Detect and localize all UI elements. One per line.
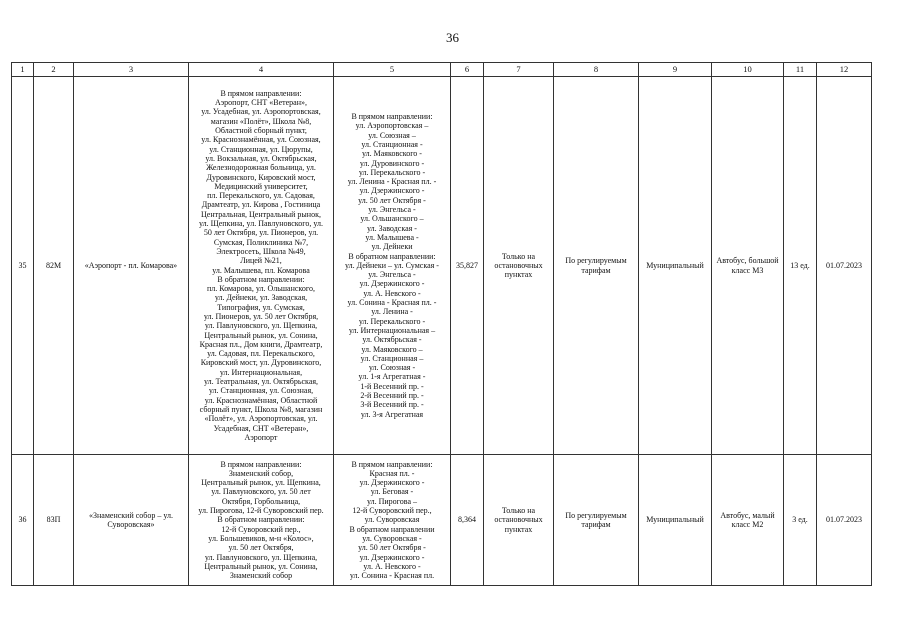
column-header: 4 bbox=[189, 63, 334, 77]
cell-line: Лицей №21, bbox=[240, 256, 282, 266]
cell-line: ул. Дейнеки – ул. Сумская - bbox=[345, 260, 439, 270]
cell-line: ул. Усадебная, ул. Аэропортовская, bbox=[201, 107, 321, 117]
cell-line: ул. Суворовская - bbox=[362, 533, 422, 543]
carrier-type: Муниципальный bbox=[639, 77, 712, 455]
cell-line: ул. 1-я Агрегатная - bbox=[358, 372, 426, 382]
cell-line: 12-й Суворовский пер., bbox=[352, 506, 432, 516]
cell-line: ул. Ленина - Красная пл. - bbox=[347, 177, 437, 187]
cell-line: 50 лет Октября, ул. Пионеров, ул. bbox=[203, 228, 319, 238]
column-header: 8 bbox=[554, 63, 639, 77]
column-header: 2 bbox=[34, 63, 74, 77]
cell-line: ул. Заводская - bbox=[367, 223, 417, 233]
cell-line: ул. Интернациональная – bbox=[348, 325, 436, 335]
cell-line: ул. Павлуновского, ул. Щепкина, bbox=[204, 552, 318, 562]
cell-line: Октября, Горбольница, bbox=[221, 496, 301, 506]
cell-line: ул. Станционная – bbox=[360, 353, 424, 363]
cell-line: Областной сборный пункт, bbox=[215, 126, 307, 136]
column-header: 10 bbox=[712, 63, 784, 77]
cell-line: В обратном направлении: bbox=[348, 251, 436, 261]
vehicle-count: 3 ед. bbox=[784, 455, 817, 586]
cell-line: ул. 50 лет Октября, bbox=[228, 543, 294, 553]
cell-line: ул. Перекальского - bbox=[358, 167, 426, 177]
vehicle-class: Автобус, малый класс М2 bbox=[712, 455, 784, 586]
cell-line: ул. Интернациональная, bbox=[219, 367, 303, 377]
cell-line: ул. Маяковского - bbox=[362, 149, 422, 159]
cell-line: ул. Сонина - Красная пл. bbox=[349, 571, 435, 581]
cell-line: ул. Станционная, ул. Союзная, bbox=[208, 386, 314, 396]
cell-line: ул. Краснознамённая, ул. Союзная, bbox=[201, 135, 321, 145]
cell-line: Кировский мост, ул. Дуровинского, bbox=[200, 358, 322, 368]
column-number-row bbox=[12, 63, 872, 77]
cell-line: В обратном направлении bbox=[349, 524, 435, 534]
route-length: 8,364 bbox=[451, 455, 484, 586]
cell-line: ул. А. Невского - bbox=[363, 288, 421, 298]
cell-line: Аэропорт, СНТ «Ветеран», bbox=[214, 98, 308, 108]
stops-list bbox=[189, 77, 334, 455]
route-name: «Аэропорт - пл. Комарова» bbox=[74, 77, 189, 455]
path-list bbox=[334, 77, 451, 455]
routes-table bbox=[11, 62, 872, 586]
cell-line: В прямом направлении: bbox=[220, 459, 302, 469]
route-length: 35,827 bbox=[451, 77, 484, 455]
cell-line: В прямом направлении: bbox=[220, 88, 302, 98]
cell-line: Центральный рынок, ул. Сонина, bbox=[204, 330, 318, 340]
cell-line: Красная пл. - bbox=[369, 468, 415, 478]
cell-line: Сумская, Поликлиника №7, bbox=[213, 237, 309, 247]
route-row bbox=[12, 455, 872, 586]
cell-line: ул. Малышева, пл. Комарова bbox=[212, 265, 310, 275]
cell-line: ул. Октябрьская - bbox=[362, 335, 422, 345]
cell-line: ул. Пирогова, 12-й Суворовский пер. bbox=[198, 506, 324, 516]
route-index: 36 bbox=[12, 455, 34, 586]
cell-line: ул. Краснознамённая, Областной bbox=[204, 395, 318, 405]
cell-line: «Полёт», ул. Аэропортовская, ул. bbox=[204, 414, 318, 424]
cell-line: ул. Беговая - bbox=[370, 487, 414, 497]
cell-line: В обратном направлении: bbox=[217, 274, 305, 284]
column-header: 6 bbox=[451, 63, 484, 77]
cell-line: ул. Дзержинского - bbox=[359, 186, 425, 196]
cell-line: Знаменский собор bbox=[229, 571, 293, 581]
cell-line: Центральный рынок, ул. Щепкина, bbox=[201, 478, 321, 488]
cell-line: ул. 50 лет Октября - bbox=[358, 543, 426, 553]
cell-line: ул. А. Невского - bbox=[363, 561, 421, 571]
column-header: 11 bbox=[784, 63, 817, 77]
column-header: 5 bbox=[334, 63, 451, 77]
cell-line: Знаменский собор, bbox=[228, 468, 294, 478]
cell-line: ул. Союзная - bbox=[368, 363, 416, 373]
cell-line: В прямом направлении: bbox=[351, 459, 433, 469]
cell-line: ул. Союзная – bbox=[368, 130, 416, 140]
boarding-order: Только на остановочных пунктах bbox=[484, 77, 554, 455]
cell-line: ул. 3-я Агрегатная bbox=[360, 409, 424, 419]
cell-line: Драмтеатр, ул. Кирова , Гостиница bbox=[201, 200, 321, 210]
cell-line: ул. Театральная, ул. Октябрьская, bbox=[203, 377, 319, 387]
cell-line: ул. Дзержинского - bbox=[359, 279, 425, 289]
cell-line: ул. Дейнеки bbox=[371, 242, 413, 252]
cell-line: пл. Комарова, ул. Ольшанского, bbox=[206, 284, 315, 294]
cell-line: В прямом направлении: bbox=[351, 112, 433, 122]
route-number: 83П bbox=[34, 455, 74, 586]
route-name: «Знаменский собор – ул. Суворовская» bbox=[74, 455, 189, 586]
route-row bbox=[12, 77, 872, 455]
column-header: 1 bbox=[12, 63, 34, 77]
path-list bbox=[334, 455, 451, 586]
column-header: 12 bbox=[817, 63, 872, 77]
cell-line: магазин «Полёт», Школа №8, bbox=[210, 116, 312, 126]
cell-line: 12-й Суворовский пер., bbox=[221, 524, 301, 534]
cell-line: 3-й Весенний пр. - bbox=[360, 400, 424, 410]
cell-line: 1-й Весенний пр. - bbox=[360, 381, 424, 391]
cell-line: ул. Большевиков, м-н «Колос», bbox=[208, 533, 314, 543]
vehicle-class: Автобус, большой класс М3 bbox=[712, 77, 784, 455]
cell-line: Усадебная, СНТ «Ветеран», bbox=[213, 423, 309, 433]
cell-line: Центральная, Центральный рынок, bbox=[201, 209, 321, 219]
cell-line: ул. Сонина - Красная пл. - bbox=[347, 298, 437, 308]
page-number: 36 bbox=[446, 30, 459, 45]
cell-line: ул. Павлуновского, ул. Щепкина, bbox=[204, 321, 318, 331]
cell-line: Аэропорт bbox=[244, 432, 278, 442]
cell-line: ул. Перекальского - bbox=[358, 316, 426, 326]
cell-line: ул. Дзержинского - bbox=[359, 478, 425, 488]
cell-line: ул. Малышева - bbox=[365, 232, 419, 242]
tariff-type: По регулируемым тарифам bbox=[554, 455, 639, 586]
cell-line: ул. Суворовская bbox=[364, 515, 420, 525]
cell-line: ул. Дзержинского - bbox=[359, 552, 425, 562]
cell-line: ул. Маяковского – bbox=[361, 344, 423, 354]
cell-line: ул. Щепкина, ул. Павлуновского, ул. bbox=[199, 219, 323, 229]
column-header: 7 bbox=[484, 63, 554, 77]
cell-line: ул. Дуровинского - bbox=[359, 158, 425, 168]
cell-line: ул. Пирогова – bbox=[366, 496, 417, 506]
cell-line: ул. Станционная - bbox=[361, 139, 423, 149]
cell-line: ул. Ольшанского – bbox=[360, 214, 424, 224]
tariff-type: По регулируемым тарифам bbox=[554, 77, 639, 455]
cell-line: Железнодорожная больница, ул. bbox=[206, 163, 316, 173]
cell-line: ул. Садовая, пл. Перекальского, bbox=[207, 349, 315, 359]
cell-line: Типография, ул. Сумская, bbox=[217, 302, 305, 312]
cell-line: Дуровинского, Кировский мост, bbox=[206, 172, 316, 182]
cell-line: Центральный рынок, ул. Сонина, bbox=[204, 561, 318, 571]
cell-line: ул. Энгельса - bbox=[368, 205, 416, 215]
cell-line: ул. Вокзальная, ул. Октябрьская, bbox=[205, 153, 317, 163]
cell-line: Красная пл., Дом книги, Драмтеатр, bbox=[199, 339, 323, 349]
cell-line: пл. Перекальского, ул. Садовая, bbox=[207, 191, 315, 201]
column-header: 9 bbox=[639, 63, 712, 77]
cell-line: ул. Павлуновского, ул. 50 лет bbox=[211, 487, 311, 497]
route-number: 82М bbox=[34, 77, 74, 455]
cell-line: В обратном направлении: bbox=[217, 515, 305, 525]
carrier-type: Муниципальный bbox=[639, 455, 712, 586]
cell-line: ул. 50 лет Октября - bbox=[358, 195, 426, 205]
cell-line: ул. Аэропортовская – bbox=[355, 121, 429, 131]
cell-line: ул. Дейнеки, ул. Заводская, bbox=[214, 293, 308, 303]
stops-list bbox=[189, 455, 334, 586]
cell-line: ул. Энгельса - bbox=[368, 270, 416, 280]
start-date: 01.07.2023 bbox=[817, 455, 872, 586]
route-index: 35 bbox=[12, 77, 34, 455]
cell-line: 2-й Весенний пр. - bbox=[360, 391, 424, 400]
column-header: 3 bbox=[74, 63, 189, 77]
cell-line: Электросеть, Школа №49, bbox=[216, 246, 306, 256]
cell-line: ул. Пионеров, ул. 50 лет Октября, bbox=[203, 311, 319, 321]
boarding-order: Только на остановочных пунктах bbox=[484, 455, 554, 586]
start-date: 01.07.2023 bbox=[817, 77, 872, 455]
vehicle-count: 13 ед. bbox=[784, 77, 817, 455]
cell-line: сборный пункт, Школа №8, магазин bbox=[199, 404, 323, 414]
cell-line: ул. Станционная, ул. Цюрупы, bbox=[209, 144, 313, 154]
cell-line: Медицинский университет, bbox=[214, 181, 308, 191]
cell-line: ул. Ленина - bbox=[371, 307, 413, 317]
